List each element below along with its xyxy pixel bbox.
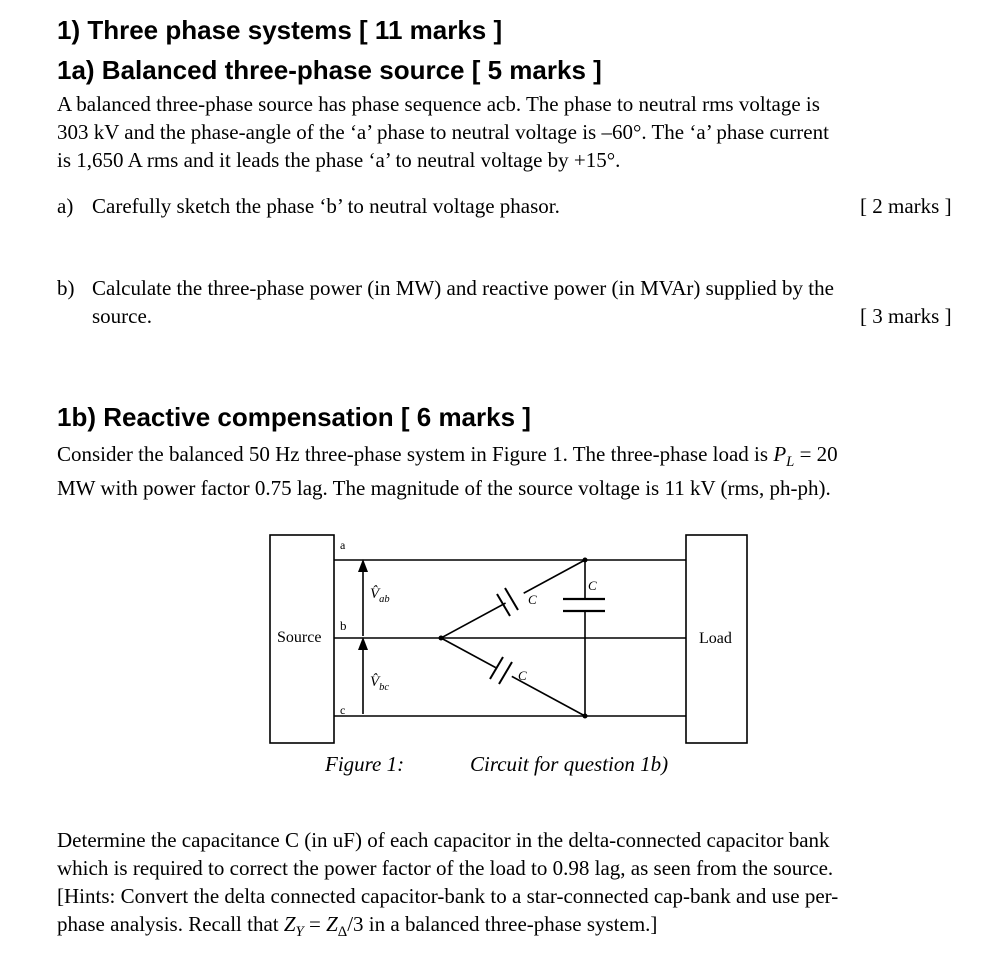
question-a-marks: [ 2 marks ] — [860, 194, 952, 218]
main-heading: 1) Three phase systems [ 11 marks ] — [57, 15, 503, 45]
question-b-marks: [ 3 marks ] — [860, 304, 952, 328]
question-a-text: Carefully sketch the phase ‘b’ to neutral voltage phasor. — [92, 194, 560, 218]
source-label: Source — [277, 629, 322, 646]
section-1b-intro-text: Consider the balanced 50 Hz three-phase system in Figure 1. The three-phase load is — [57, 442, 774, 466]
figure-caption-text: Circuit for question 1b) — [470, 752, 669, 776]
cap-label-ab: C — [528, 592, 537, 607]
question-a-label: a) — [57, 194, 74, 218]
node-b-label: b — [340, 618, 347, 633]
node-c-label: c — [340, 703, 346, 717]
section-1b-question-line-1: Determine the capacitance C (in uF) of each capacitor in the delta-connected capacitor bank — [57, 828, 830, 852]
section-1a-intro-line-2: 303 kV and the phase-angle of the ‘a’ phase to neutral voltage is –60°. The ‘a’ phase current — [57, 120, 829, 144]
cap-label-bc: C — [518, 668, 527, 683]
section-1b-intro-line-2: MW with power factor 0.75 lag. The magnitude of the source voltage is 11 kV (rms, ph-ph). — [57, 476, 831, 500]
node-a-label: a — [340, 538, 346, 552]
section-1b-question-line-3: [Hints: Convert the delta connected capacitor-bank to a star-connected cap-bank and use per- — [57, 884, 839, 908]
cap-branch-bc-wire — [441, 638, 585, 716]
question-b-label: b) — [57, 276, 75, 300]
pl-symbol: P — [773, 442, 787, 466]
question-b-line-2: source. — [92, 304, 153, 328]
vab-label: $V̂_{ab}$ — [370, 586, 390, 605]
section-1b-question-line-2: which is required to correct the power factor of the load to 0.98 lag, as seen from the source. — [57, 856, 834, 880]
section-1a-intro-line-1: A balanced three-phase source has phase sequence acb. The phase to neutral rms voltage is — [57, 92, 820, 116]
zy-symbol: Z — [283, 912, 296, 936]
pl-value: = 20 — [794, 442, 838, 466]
zdelta-symbol: Z — [326, 912, 338, 936]
vbc-label: $V̂_{bc}$ — [370, 674, 390, 693]
figure-caption-number: Figure 1: — [325, 752, 405, 776]
pl-subscript: L — [786, 454, 795, 471]
section-1b-heading: 1b) Reactive compensation [ 6 marks ] — [57, 402, 531, 432]
section-1a-heading: 1a) Balanced three-phase source [ 5 marks ] — [57, 55, 602, 85]
section-1a-intro-line-3: is 1,650 A rms and it leads the phase ‘a’ to neutral voltage by +15°. — [57, 148, 621, 172]
cap-label-ca: C — [588, 578, 597, 593]
question-b-line-1: Calculate the three-phase power (in MW) and reactive power (in MVAr) supplied by the — [92, 276, 834, 300]
load-label: Load — [699, 630, 732, 647]
section-1b-question-line-4: phase analysis. Recall that $Z_Y = Z_\Delta/3$ in a balanced three-phase system.] — [57, 912, 658, 941]
